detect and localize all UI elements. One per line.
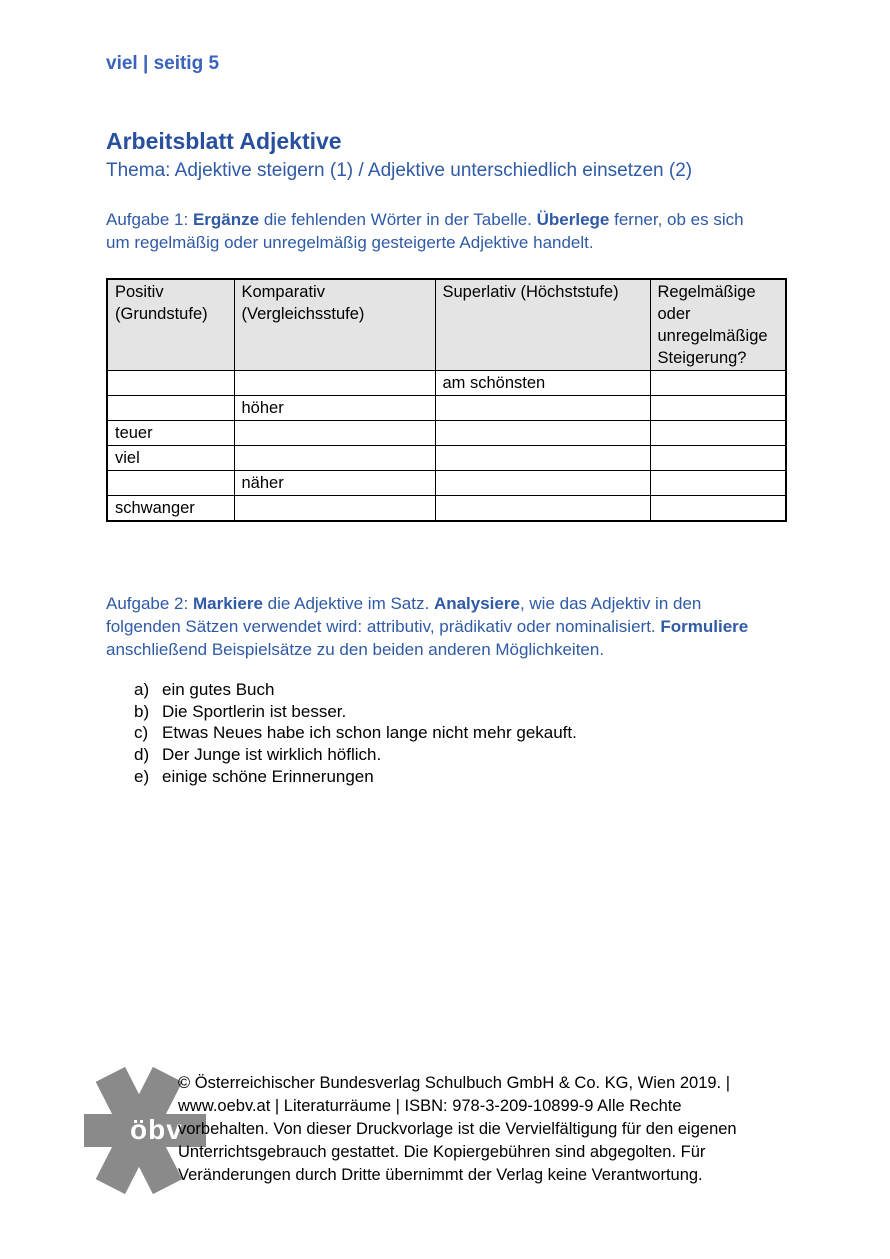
list-item	[134, 766, 577, 788]
series-header: viel | seitig 5	[106, 53, 220, 74]
copyright-line: vorbehalten. Von dieser Druckvorlage ist die Vervielfältigung für den eigenen	[178, 1120, 737, 1138]
table-cell-empty	[107, 371, 234, 396]
list-item	[134, 679, 577, 701]
list-item	[134, 722, 577, 744]
table-cell: viel	[107, 446, 234, 471]
table-header-cell: Komparativ (Vergleichsstufe)	[234, 279, 435, 371]
oebv-logo-text: öbv	[130, 1114, 183, 1145]
table-cell: teuer	[107, 421, 234, 446]
instruction-keyword: Analysiere	[433, 594, 520, 613]
page-subtitle: Thema: Adjektive steigern (1) / Adjektive unterschiedlich einsetzen (2)	[106, 160, 693, 181]
table-cell-empty	[435, 496, 650, 522]
table-cell-empty	[650, 471, 786, 496]
table-header-cell: Positiv (Grundstufe)	[107, 279, 234, 371]
instruction-keyword: Formuliere	[660, 617, 749, 636]
table-cell-empty	[435, 421, 650, 446]
table-row	[107, 446, 786, 471]
list-item-text: ein gutes Buch	[162, 680, 275, 699]
table-header-cell: Superlativ (Höchststufe)	[435, 279, 650, 371]
task1-instructions	[106, 208, 756, 254]
table-cell-empty	[234, 496, 435, 522]
list-item-text: einige schöne Erinnerungen	[162, 766, 374, 786]
table-header-row	[107, 279, 786, 371]
table-cell-empty	[234, 371, 435, 396]
instruction-text: die Adjektive im Satz.	[262, 594, 434, 613]
instruction-text: anschließend Beispielsätze zu den beiden anderen Möglichkeiten.	[106, 640, 605, 659]
instruction-keyword: Überlege	[536, 210, 610, 229]
adjective-comparison-table	[106, 278, 787, 522]
table-cell-empty	[650, 421, 786, 446]
table-cell: am schönsten	[435, 371, 650, 396]
table-row	[107, 371, 786, 396]
list-item-label: e)	[134, 766, 150, 786]
table-row	[107, 396, 786, 421]
table-row	[107, 421, 786, 446]
list-item-label: d)	[134, 745, 150, 765]
table-cell-empty	[435, 446, 650, 471]
list-item-label: c)	[134, 723, 149, 743]
copyright-line: © Österreichischer Bundesverlag Schulbuch GmbH & Co. KG, Wien 2019. |	[178, 1074, 731, 1092]
list-item-text: Die Sportlerin ist besser.	[162, 701, 347, 721]
list-item-text: Etwas Neues habe ich schon lange nicht mehr gekauft.	[162, 723, 577, 743]
table-cell-empty	[107, 396, 234, 421]
table-cell-empty	[650, 396, 786, 421]
list-item-label: b)	[134, 701, 150, 721]
page-title: Arbeitsblatt Adjektive	[106, 128, 342, 154]
table-row	[107, 471, 786, 496]
instruction-keyword: Ergänze	[192, 210, 260, 229]
table-header-cell: Regelmäßige oder unregelmäßige Steigerung?	[650, 279, 786, 371]
table-row	[107, 496, 786, 522]
instruction-text: Aufgabe 1:	[106, 210, 193, 229]
list-item-text: Der Junge ist wirklich höflich.	[162, 745, 382, 765]
table-cell: höher	[234, 396, 435, 421]
table-cell-empty	[435, 396, 650, 421]
instruction-keyword: Markiere	[192, 594, 263, 613]
table-cell-empty	[234, 421, 435, 446]
list-item-label: a)	[134, 680, 150, 699]
instruction-text: die fehlenden Wörter in der Tabelle.	[259, 210, 537, 229]
table-cell: näher	[234, 471, 435, 496]
instruction-text: ferner, ob es sich um regelmäßig oder unregelmäßig gesteigerte Adjektive handelt.	[106, 210, 744, 252]
list-item	[134, 701, 577, 723]
table-cell-empty	[435, 471, 650, 496]
table-cell-empty	[650, 371, 786, 396]
list-item	[134, 744, 577, 766]
task2-instructions	[106, 592, 778, 661]
table-cell: schwanger	[107, 496, 234, 522]
table-cell-empty	[650, 446, 786, 471]
copyright-line: Veränderungen durch Dritte übernimmt der Verlag keine Verantwortung.	[178, 1166, 703, 1184]
instruction-text: Aufgabe 2:	[106, 594, 193, 613]
table-cell-empty	[650, 496, 786, 522]
copyright-line: Unterrichtsgebrauch gestattet. Die Kopiergebühren sind abgegolten. Für	[178, 1143, 706, 1161]
table-cell-empty	[107, 471, 234, 496]
copyright-text	[178, 1072, 758, 1187]
instruction-text: , wie das Adjektiv in den folgenden Sätzen verwendet wird: attributiv, prädikativ oder nominalisiert.	[106, 594, 702, 636]
task2-sentence-list	[134, 679, 577, 788]
table-cell-empty	[234, 446, 435, 471]
copyright-line: www.oebv.at | Literaturräume | ISBN: 978-3-209-10899-9 Alle Rechte	[178, 1097, 682, 1115]
